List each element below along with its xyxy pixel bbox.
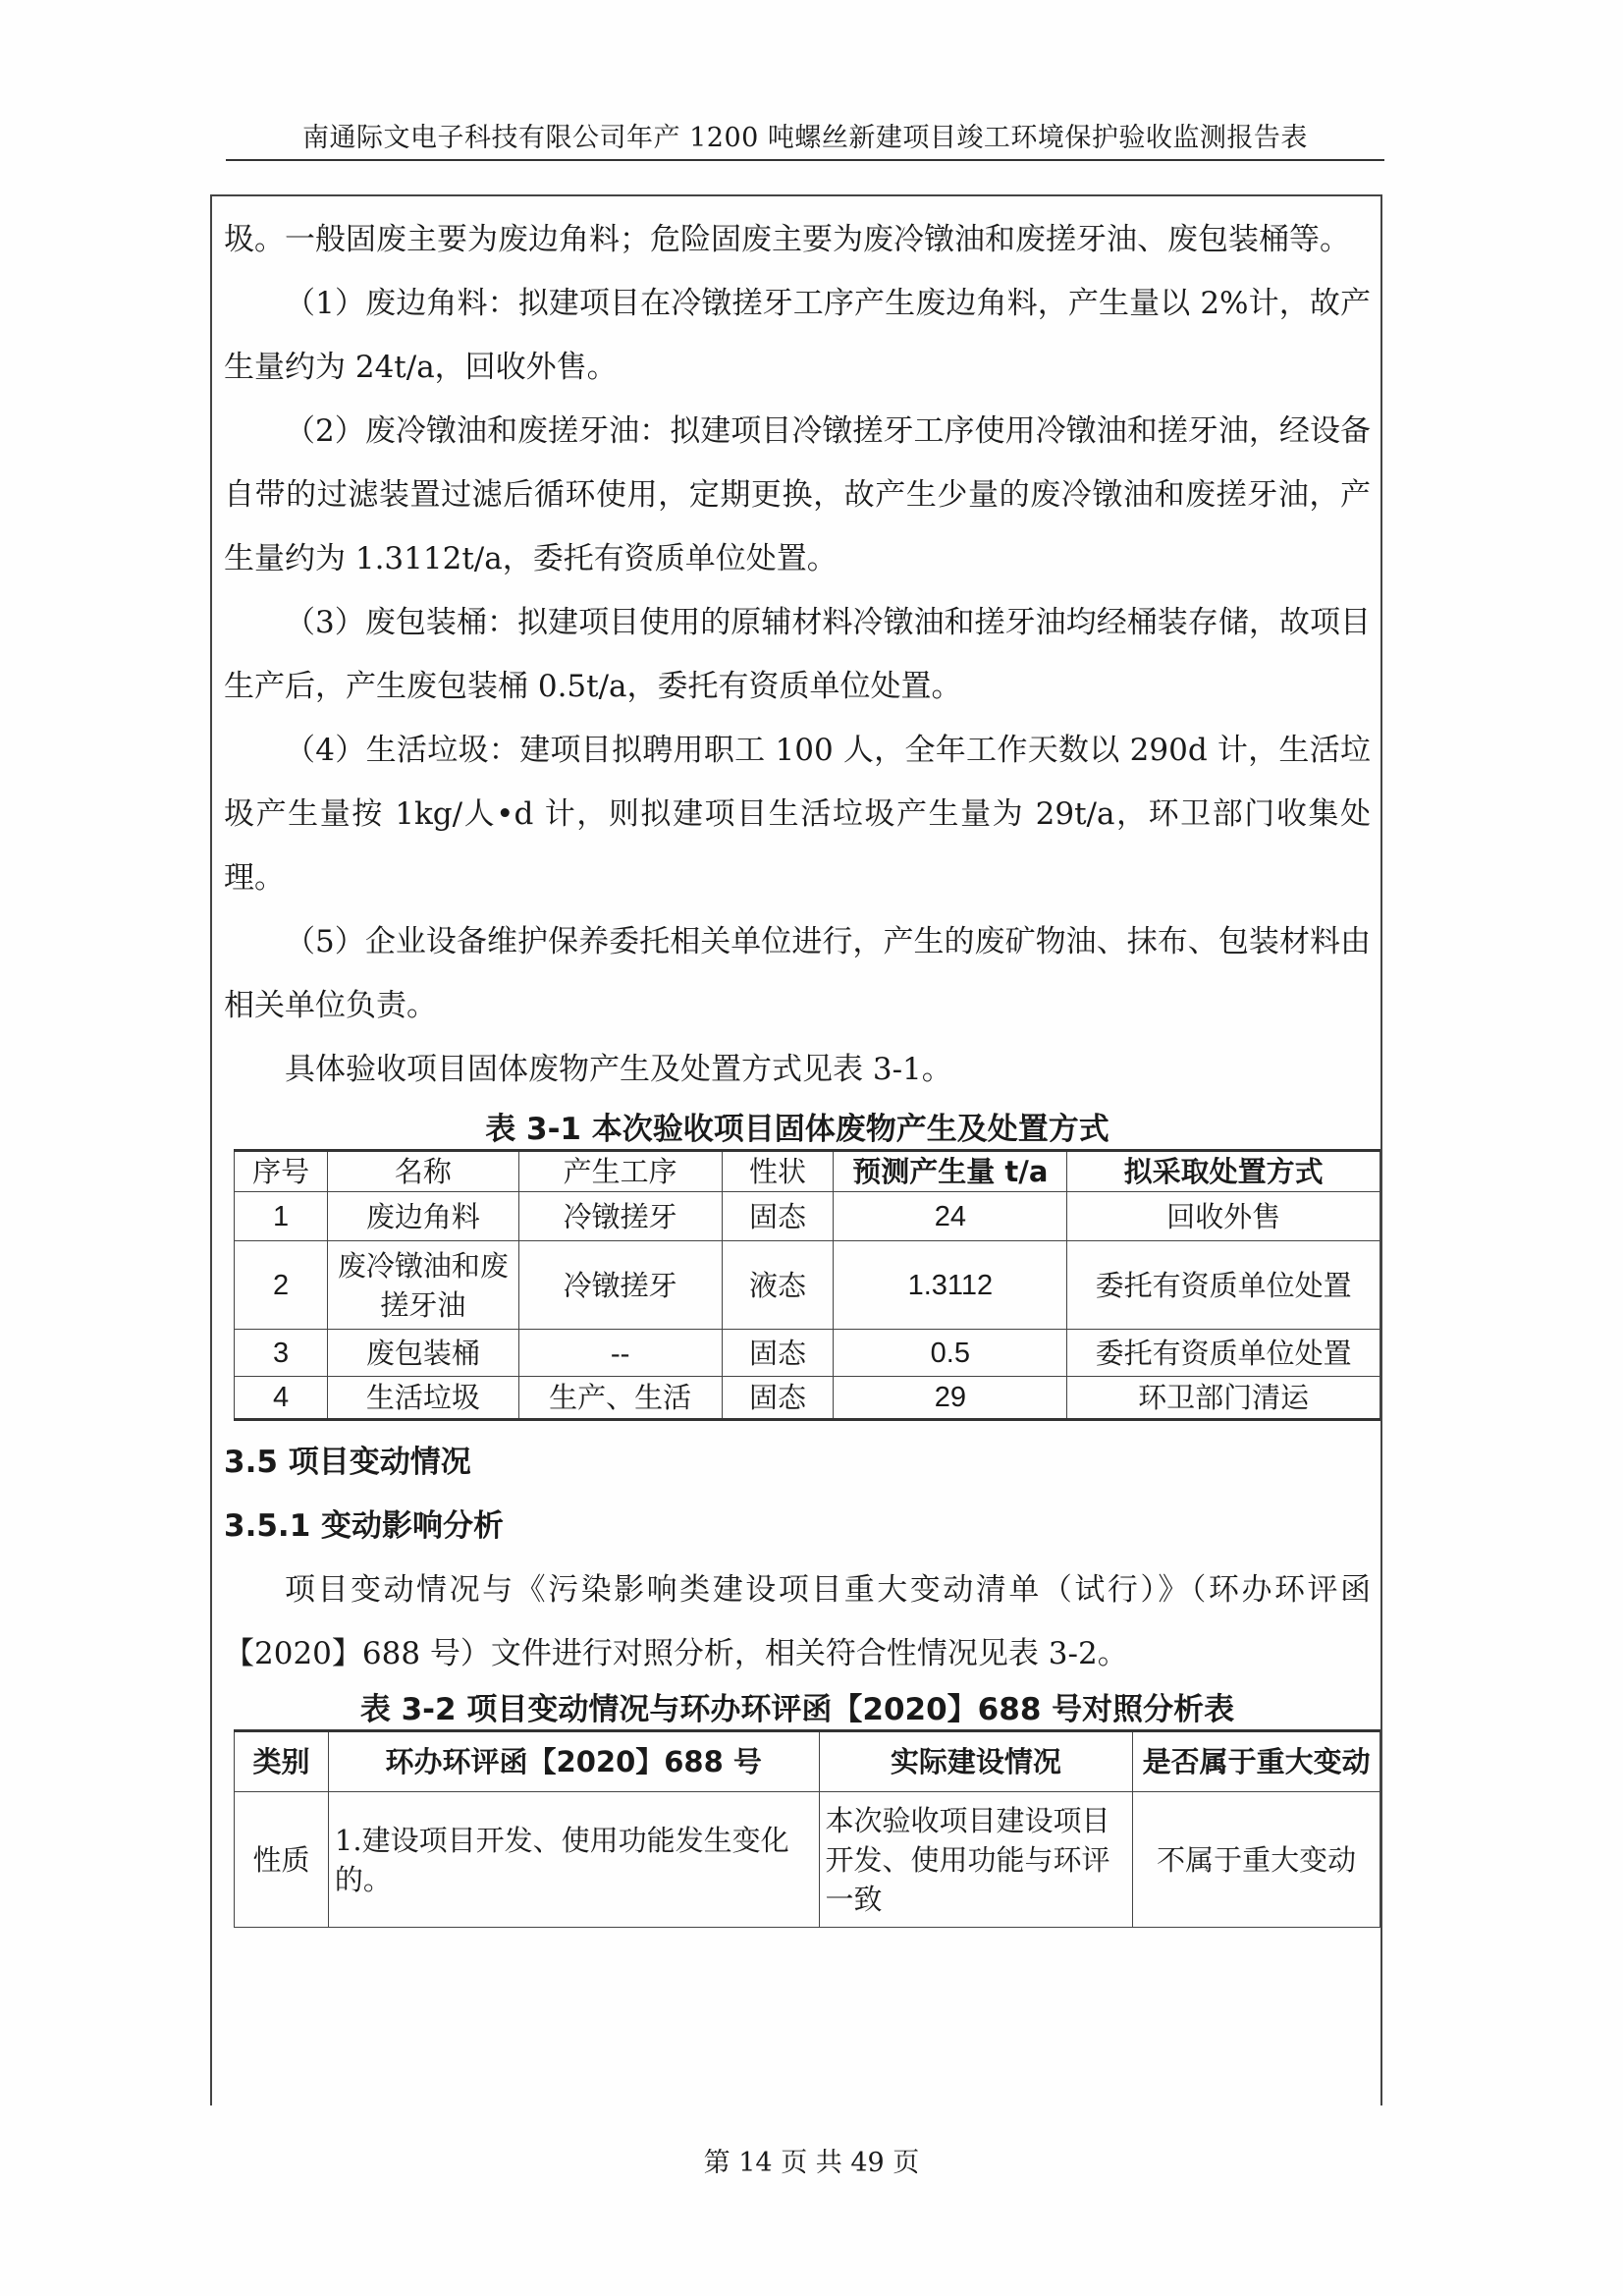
header-rule xyxy=(226,159,1384,161)
table-cell: 固态 xyxy=(722,1377,834,1420)
table-cell: 固态 xyxy=(722,1330,834,1377)
page-footer: 第 14 页 共 49 页 xyxy=(703,2148,920,2178)
page-header: 南通际文电子科技有限公司年产 1200 吨螺丝新建项目竣工环境保护验收监测报告表 xyxy=(302,123,1308,153)
table-cell: 2 xyxy=(235,1241,328,1330)
table-cell: 本次验收项目建设项目开发、使用功能与环评一致 xyxy=(819,1792,1133,1928)
table2-caption: 表 3-2 项目变动情况与环办环评函【2020】688 号对照分析表 xyxy=(359,1692,1235,1727)
paragraph-3: （3）废包装桶：拟建项目使用的原辅材料冷镦油和搓牙油均经桶装存储，故项目生产后，产生废包装桶 0.5t/a，委托有资质单位处置。 xyxy=(224,605,1371,704)
table-cell: 性质 xyxy=(235,1792,329,1928)
table-cell: 废包装桶 xyxy=(328,1330,519,1377)
table-cell: 冷镦搓牙 xyxy=(518,1192,722,1241)
table-cell: 24 xyxy=(834,1192,1067,1241)
table-cell: 液态 xyxy=(722,1241,834,1330)
paragraph-0: 圾。一般固废主要为废边角料；危险固废主要为废冷镦油和废搓牙油、废包装桶等。 xyxy=(224,222,1350,257)
table-cell: 废边角料 xyxy=(328,1192,519,1241)
table-cell: 废冷镦油和废搓牙油 xyxy=(328,1241,519,1330)
section-heading: 3.5 项目变动情况 xyxy=(224,1445,471,1480)
table-cell: 4 xyxy=(235,1377,328,1420)
table-header: 预测产生量 t/a xyxy=(834,1151,1067,1192)
table-cell: 1.3112 xyxy=(834,1241,1067,1330)
table-row xyxy=(235,1377,1380,1420)
table1-caption: 表 3-1 本次验收项目固体废物产生及处置方式 xyxy=(485,1112,1109,1147)
table-cell: 环卫部门清运 xyxy=(1067,1377,1380,1420)
subsection-heading: 3.5.1 变动影响分析 xyxy=(224,1508,505,1544)
table-cell: 29 xyxy=(834,1377,1067,1420)
table-cell: 冷镦搓牙 xyxy=(518,1241,722,1330)
table-cell: 固态 xyxy=(722,1192,834,1241)
table-cell: 1.建设项目开发、使用功能发生变化的。 xyxy=(328,1792,819,1928)
table-cell: 委托有资质单位处置 xyxy=(1067,1330,1380,1377)
table-row xyxy=(235,1192,1380,1241)
table-cell: 生活垃圾 xyxy=(328,1377,519,1420)
table-cell: 委托有资质单位处置 xyxy=(1067,1241,1380,1330)
table-header: 类别 xyxy=(235,1731,329,1792)
table-header: 拟采取处置方式 xyxy=(1067,1151,1380,1192)
paragraph-4: （4）生活垃圾：建项目拟聘用职工 100 人，全年工作天数以 290d 计，生活垃圾产生量按 1kg/人•d 计，则拟建项目生活垃圾产生量为 29t/a，环卫部门收集处理。 xyxy=(224,733,1371,896)
section-paragraph: 项目变动情况与《污染影响类建设项目重大变动清单（试行）》（环办环评函【2020】688 号）文件进行对照分析，相关符合性情况见表 3-2。 xyxy=(224,1572,1371,1671)
table-cell: 1 xyxy=(235,1192,328,1241)
table-cell: -- xyxy=(518,1330,722,1377)
table-cell: 回收外售 xyxy=(1067,1192,1380,1241)
table-header: 是否属于重大变动 xyxy=(1133,1731,1380,1792)
table-header-row xyxy=(235,1731,1380,1792)
paragraph-6: 具体验收项目固体废物产生及处置方式见表 3-1。 xyxy=(285,1052,952,1087)
table-header: 性状 xyxy=(722,1151,834,1192)
table-3-2 xyxy=(234,1729,1380,1928)
table-header: 环办环评函【2020】688 号 xyxy=(328,1731,819,1792)
table-cell: 不属于重大变动 xyxy=(1133,1792,1380,1928)
paragraph-5: （5）企业设备维护保养委托相关单位进行，产生的废矿物油、抹布、包装材料由相关单位负责。 xyxy=(224,924,1371,1023)
table-header: 名称 xyxy=(328,1151,519,1192)
table-header-row xyxy=(235,1151,1380,1192)
table-header: 序号 xyxy=(235,1151,328,1192)
paragraph-2: （2）废冷镦油和废搓牙油：拟建项目冷镦搓牙工序使用冷镦油和搓牙油，经设备自带的过滤装置过滤后循环使用，定期更换，故产生少量的废冷镦油和废搓牙油，产生量约为 1.3112t/a，委托有资质单位处置。 xyxy=(224,413,1371,576)
table-header: 产生工序 xyxy=(518,1151,722,1192)
table-row xyxy=(235,1330,1380,1377)
table-header: 实际建设情况 xyxy=(819,1731,1133,1792)
table-row xyxy=(235,1792,1380,1928)
table-cell: 0.5 xyxy=(834,1330,1067,1377)
table-row xyxy=(235,1241,1380,1330)
table-3-1 xyxy=(234,1149,1380,1421)
table-cell: 生产、生活 xyxy=(518,1377,722,1420)
paragraph-1: （1）废边角料：拟建项目在冷镦搓牙工序产生废边角料，产生量以 2%计，故产生量约为 24t/a，回收外售。 xyxy=(224,286,1371,385)
table-cell: 3 xyxy=(235,1330,328,1377)
main-content xyxy=(224,208,1371,1928)
